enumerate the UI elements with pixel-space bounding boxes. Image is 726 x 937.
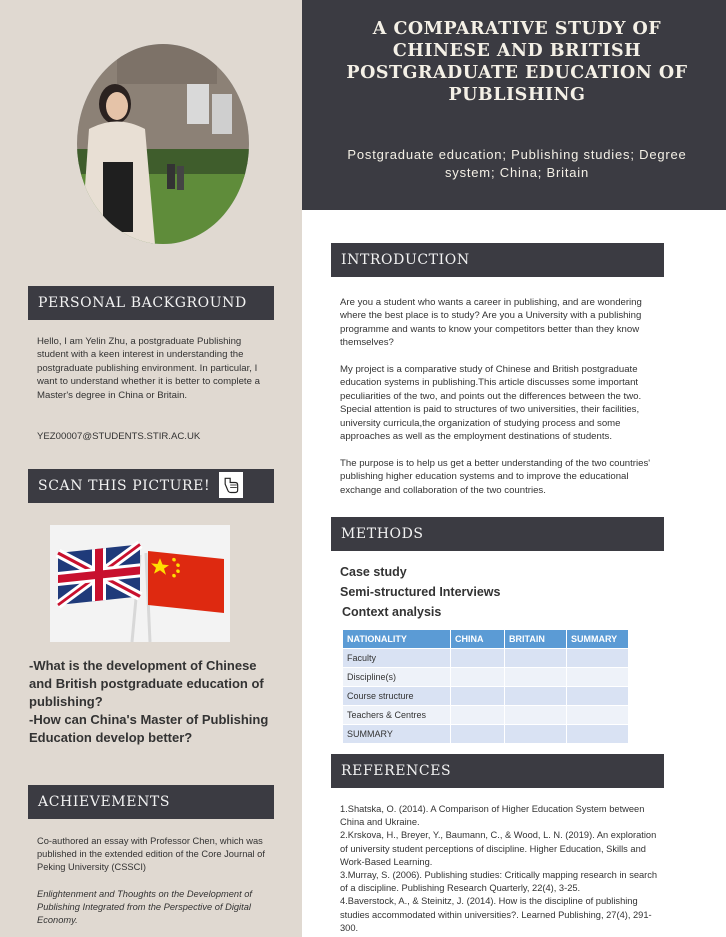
table-row-label: SUMMARY xyxy=(343,725,451,744)
reference-item: 3.Murray, S. (2006). Publishing studies: Critically mapping research in search of a discipline. Publishing Research Quarterly, 22(4), 3-25. xyxy=(340,870,658,894)
question-1: -What is the development of Chinese and British postgraduate education of publishing? xyxy=(29,658,264,709)
introduction-heading: INTRODUCTION xyxy=(331,243,664,277)
personal-bio: Hello, I am Yelin Zhu, a postgraduate Publishing student with a keen interest in understanding the postgraduate publishing environment. In particular, I want to understand whether it is better to complete a Master's degree in China or Britain. xyxy=(37,336,260,401)
achievements-heading: ACHIEVEMENTS xyxy=(28,785,274,819)
scan-heading: SCAN THIS PICTURE! xyxy=(28,469,274,503)
table-header-cell: CHINA xyxy=(451,630,505,649)
intro-paragraph-3: The purpose is to help us get a better understanding of the two countries' publishing higher education systems and to improve the educational exchange and collaboration of the two countries. xyxy=(340,457,651,496)
introduction-text xyxy=(340,296,658,510)
table-row-label: Course structure xyxy=(343,687,451,706)
method-item: Case study xyxy=(340,565,407,579)
method-item: Context analysis xyxy=(342,605,442,619)
table-header-cell: BRITAIN xyxy=(505,630,567,649)
table-row-label: Faculty xyxy=(343,649,451,668)
reference-item: 1.Shatska, O. (2014). A Comparison of Higher Education System between China and Ukraine. xyxy=(340,804,645,828)
references-heading: REFERENCES xyxy=(331,754,664,788)
email-address[interactable]: YEZ00007@STUDENTS.STIR.AC.UK xyxy=(37,431,201,442)
personal-background-heading: PERSONAL BACKGROUND xyxy=(28,286,274,320)
table-row-label: Teachers & Centres xyxy=(343,706,451,725)
achievements-text: Co-authored an essay with Professor Chen, which was published in the extended edition of the Core Journal of Peking University (CSSCI) xyxy=(37,836,265,872)
table-header-cell: SUMMARY xyxy=(567,630,629,649)
intro-paragraph-1: Are you a student who wants a career in publishing, and are wondering where the best place is to study? Are you a University with a publishing programme and wants to know your competitors better than they know themselves? xyxy=(340,297,642,349)
method-item: Semi-structured Interviews xyxy=(340,585,501,599)
reference-item: 2.Krskova, H., Breyer, Y., Baumann, C., & Wood, L. N. (2019). An exploration of university student perceptions of discipline. Higher Education, Skills and Work-Based Learning. xyxy=(340,830,657,867)
table-row xyxy=(343,649,629,668)
question-2: -How can China's Master of Publishing Education develop better? xyxy=(29,712,269,745)
uk-china-flags-picture[interactable] xyxy=(50,525,230,642)
comparison-table xyxy=(342,629,629,744)
intro-paragraph-2: My project is a comparative study of Chinese and British postgraduate education systems in publishing.This article discusses some important peculiarities of the two, and points out the differences between the two. Special attention is paid to structures of two universities, their facilities, university curricula,the organization of studying process and some approaches as well as the employment destinations of students. xyxy=(340,364,642,443)
methods-heading: METHODS xyxy=(331,517,664,551)
reference-item: 4.Baverstock, A., & Steinitz, J. (2014). How is the discipline of publishing studies accommodated within universities?. Learned Publishing, 27(4), 291-300. xyxy=(340,896,652,933)
table-header-cell: NATIONALITY xyxy=(343,630,451,649)
references-list xyxy=(340,803,658,935)
research-questions xyxy=(29,657,279,747)
table-row xyxy=(343,687,629,706)
pointing-hand-icon xyxy=(219,472,243,498)
title-banner xyxy=(302,0,726,210)
table-row xyxy=(343,668,629,687)
profile-photo xyxy=(77,44,249,244)
poster-title: A COMPARATIVE STUDY OF CHINESE AND BRITISH POSTGRADUATE EDUCATION OF PUBLISHING xyxy=(346,19,688,105)
table-row xyxy=(343,725,629,744)
table-row-label: Discipline(s) xyxy=(343,668,451,687)
methods-list xyxy=(340,562,500,622)
table-header-row xyxy=(343,630,629,649)
achievements-paper-title: Enlightenment and Thoughts on the Development of Publishing Integrated from the Perspective of Digital Economy. xyxy=(37,889,253,925)
left-column xyxy=(0,0,302,937)
table-row xyxy=(343,706,629,725)
poster-keywords: Postgraduate education; Publishing studies; Degree system; China; Britain xyxy=(347,147,687,180)
